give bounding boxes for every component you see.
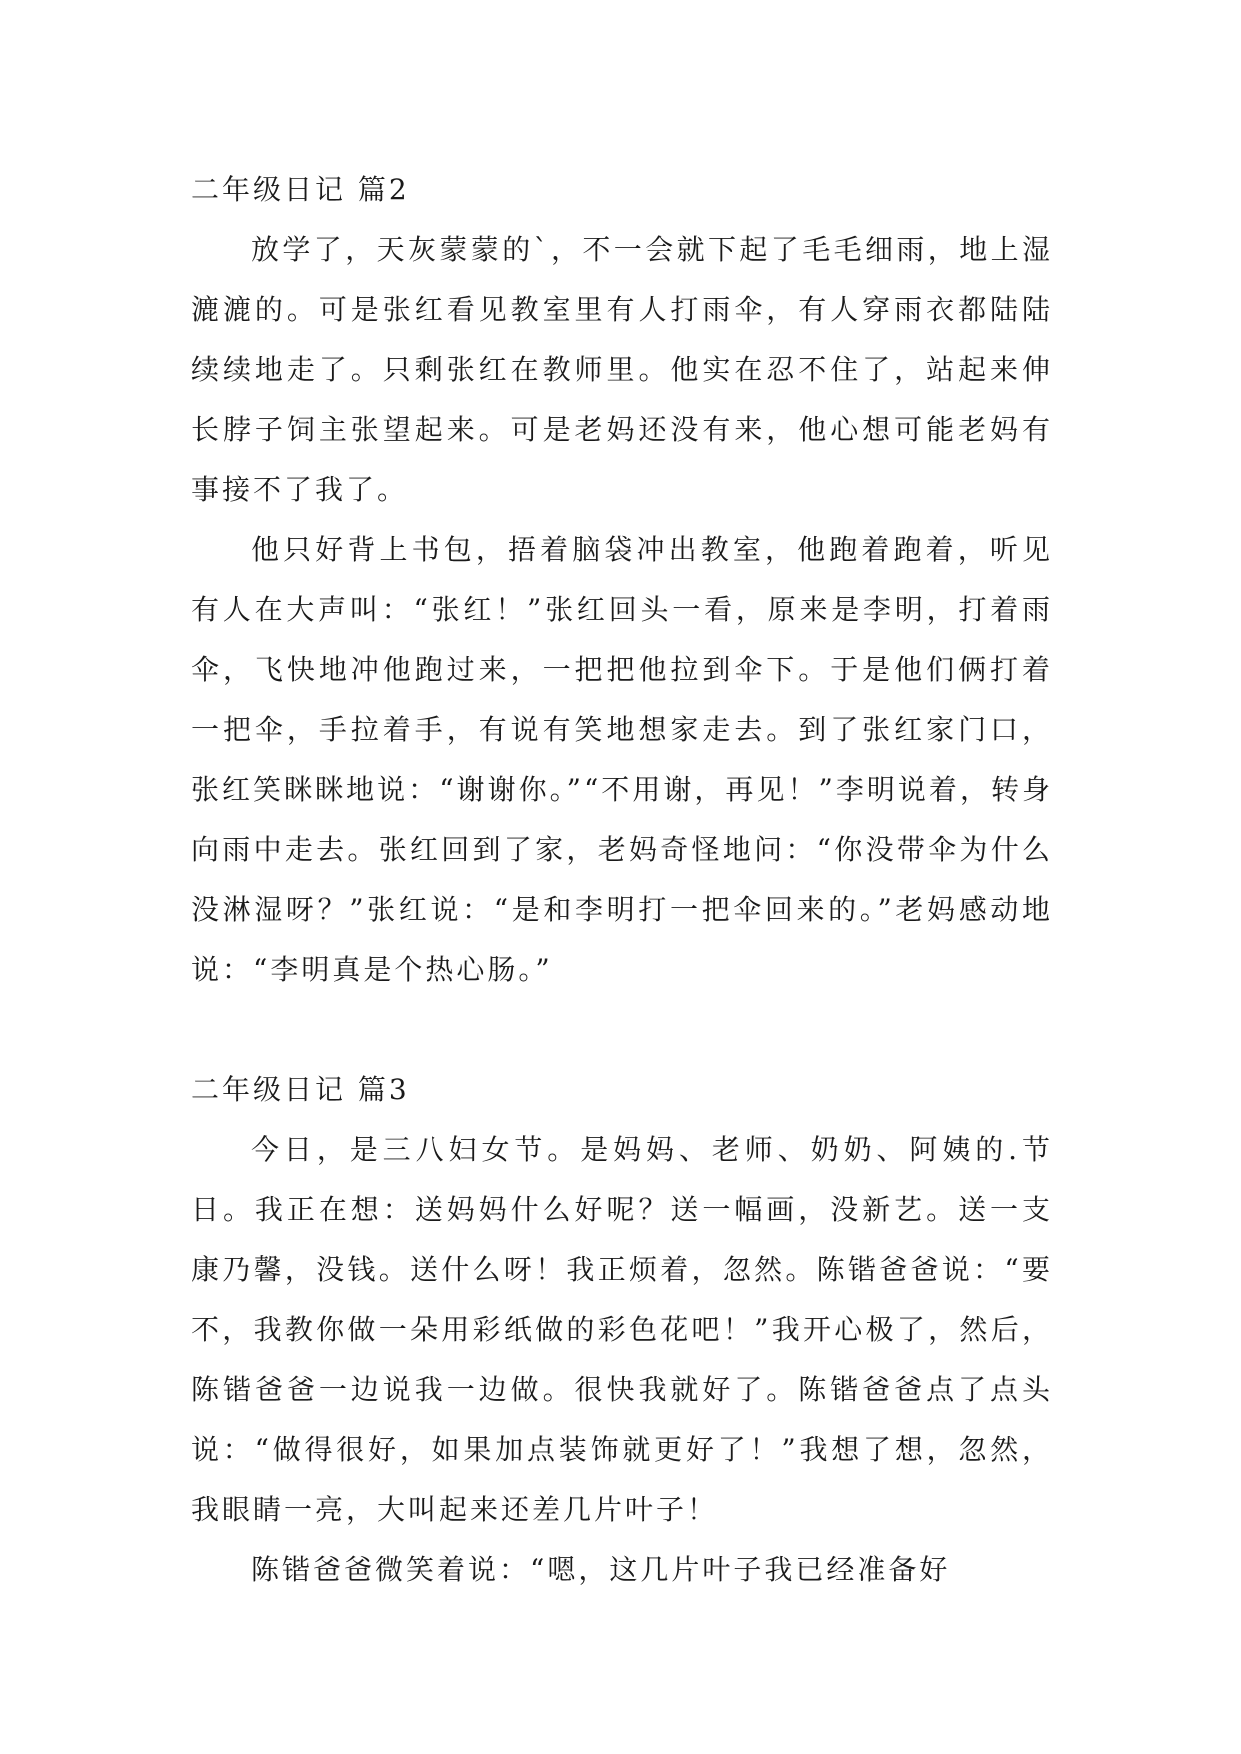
diary-section <box>191 160 1053 1000</box>
section-title: 二年级日记 篇2 <box>191 173 410 206</box>
section-spacer <box>191 1000 1053 1060</box>
section-title: 二年级日记 篇3 <box>191 1073 410 1106</box>
paragraph: 陈锴爸爸微笑着说：“嗯，这几片叶子我已经准备好 <box>251 1553 951 1586</box>
paragraph: 放学了，天灰蒙蒙的`，不一会就下起了毛毛细雨，地上湿漉漉的。可是张红看见教室里有人打雨伞，有人穿雨衣都陆陆续续地走了。只剩张红在教师里。他实在忍不住了，站起来伸长脖子饲主张望起来。可是老妈还没有来，他心想可能老妈有事接不了我了。 <box>191 233 1053 506</box>
paragraph: 今日，是三八妇女节。是妈妈、老师、奶奶、阿姨的.节日。我正在想：送妈妈什么好呢？送一幅画，没新艺。送一支康乃馨，没钱。送什么呀！我正烦着，忽然。陈锴爸爸说：“要不，我教你做一朵用彩纸做的彩色花吧！”我开心极了，然后，陈锴爸爸一边说我一边做。很快我就好了。陈锴爸爸点了点头说：“做得很好，如果加点装饰就更好了！”我想了想，忽然，我眼睛一亮，大叫起来还差几片叶子！ <box>191 1133 1053 1526</box>
diary-section <box>191 1060 1053 1600</box>
document-body <box>191 160 1053 1600</box>
paragraph: 他只好背上书包，捂着脑袋冲出教室，他跑着跑着，听见有人在大声叫：“张红！”张红回头一看，原来是李明，打着雨伞，飞快地冲他跑过来，一把把他拉到伞下。于是他们俩打着一把伞，手拉着手，有说有笑地想家走去。到了张红家门口，张红笑眯眯地说：“谢谢你。”“不用谢，再见！”李明说着，转身向雨中走去。张红回到了家，老妈奇怪地问：“你没带伞为什么没淋湿呀？”张红说：“是和李明打一把伞回来的。”老妈感动地说：“李明真是个热心肠。” <box>191 533 1053 986</box>
